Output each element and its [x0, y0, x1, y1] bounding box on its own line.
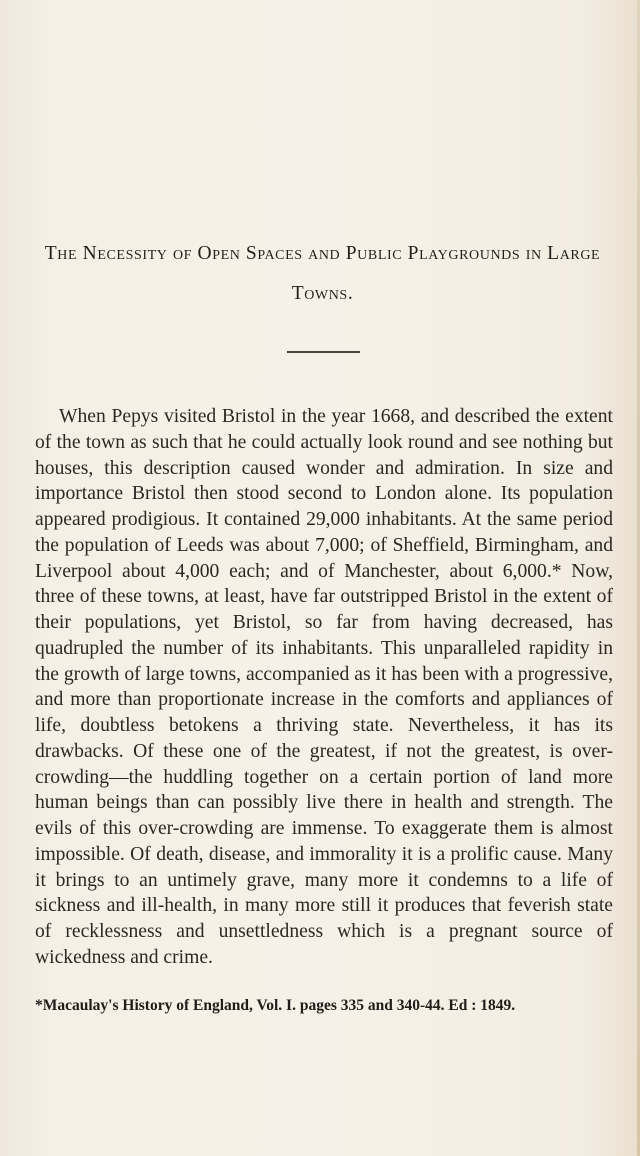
article-title: The Necessity of Open Spaces and Public Playgrounds in Large Towns. — [44, 243, 601, 304]
body-paragraph — [35, 404, 613, 971]
footnote: *Macaulay's History of England, Vol. I. pages 335 and 340-44. Ed : 1849. — [35, 997, 516, 1014]
body-paragraph-text: When Pepys visited Bristol in the year 1668, and described the extent of the town as such that he could actually look round and see nothing but houses, this description caused wonder and admiration. In size and importance Bristol then stood second to London alone. Its population appeared prodigious. It contained 29,000 inhabitants. At the same period the population of Leeds was about 7,000; of Sheffield, Birmingham, and Liverpool about 4,000 each; and of Manchester, about 6,000.* Now, three of these towns, at least, have far outstripped Bristol in the extent of their populations, yet Bristol, so far from having decreased, has quadrupled the number of its inhabitants. This unparalleled rapidity in the growth of large towns, accompanied as it has been with a progressive, and more than proportionate increase in the comforts and appliances of life, doubtless betokens a thriving state. Nevertheless, it has its drawbacks. Of these one of the greatest, if not the greatest, is over-crowding—the huddling together on a certain portion of land more human beings than can possibly live there in health and strength. The evils of this over-crowding are immense. To exaggerate them is almost impossible. Of death, disease, and immorality it is a prolific cause. Many it brings to an untimely grave, many more it condemns to a life of sickness and ill-health, in many more still it produces that feverish state of recklessness and unsettledness which is a pregnant source of wickedness and crime. — [35, 406, 613, 968]
title-divider — [287, 351, 360, 353]
